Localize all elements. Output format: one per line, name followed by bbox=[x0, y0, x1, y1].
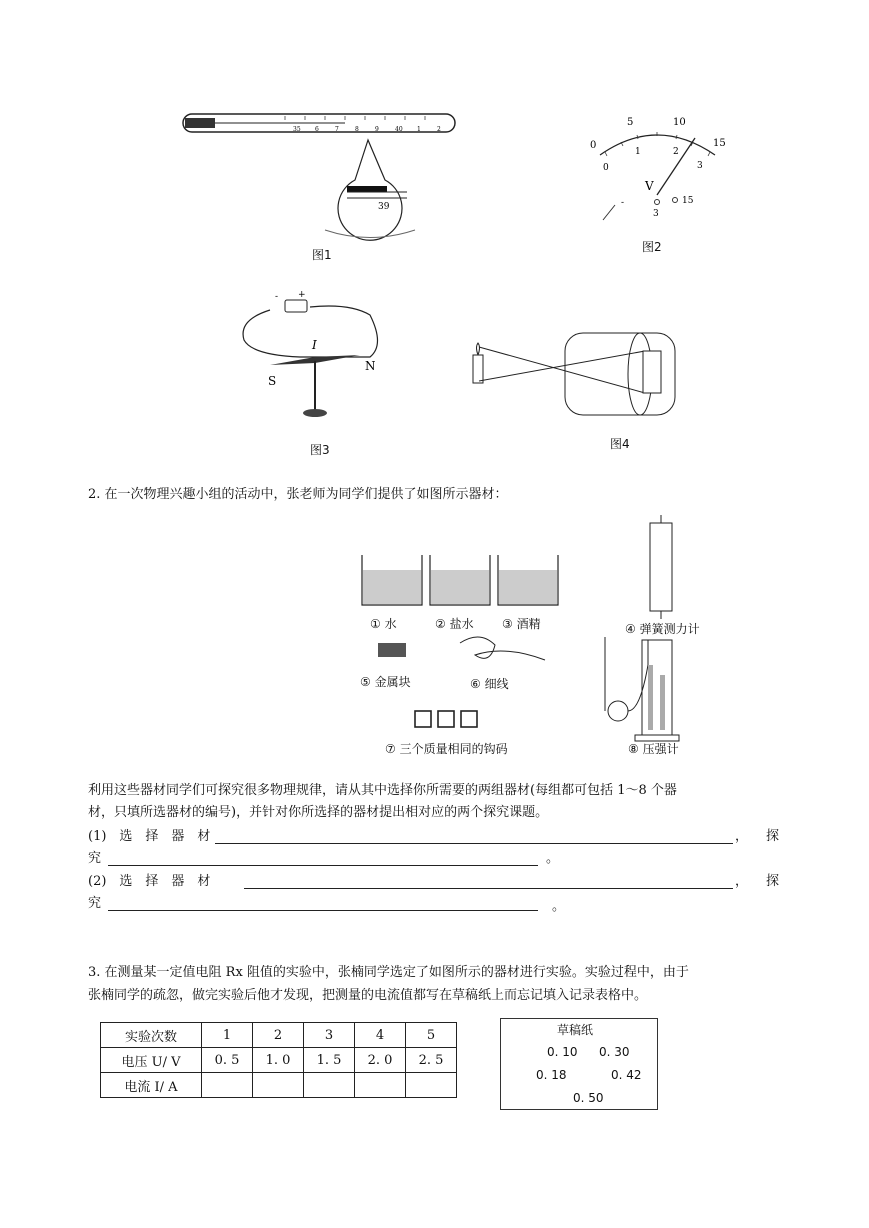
thermo-tick: 35 bbox=[293, 126, 301, 133]
figure-4-caption: 图4 bbox=[610, 437, 630, 451]
voltmeter-drawing bbox=[585, 110, 730, 240]
thermo-zoom-value: 39 bbox=[378, 202, 390, 212]
volt-scale-inner: 1 bbox=[635, 147, 641, 157]
thermo-tick: 7 bbox=[335, 126, 339, 133]
thermo-tick: 6 bbox=[315, 126, 319, 133]
q2-row1-explore-b: 究 bbox=[88, 851, 102, 866]
q2-text-line1: 利用这些器材同学们可探究很多物理规律，请从其中选择你所需要的两组器材(每组都可包括 1～8 个器 bbox=[88, 783, 677, 798]
q2-row2-topic-blank[interactable] bbox=[108, 910, 538, 911]
q3-data-table bbox=[100, 1022, 457, 1098]
q2-row2-equipment-blank[interactable] bbox=[244, 888, 733, 889]
table-cell-blank[interactable] bbox=[202, 1073, 253, 1098]
table-cell: 4 bbox=[355, 1023, 406, 1048]
equipment-label-metal-block: ⑤ 金属块 bbox=[360, 675, 411, 689]
equipment-label-alcohol: ③ 酒精 bbox=[502, 617, 541, 631]
equipment-label-weights: ⑦ 三个质量相同的钩码 bbox=[385, 742, 508, 756]
draft-value: 0. 18 bbox=[536, 1068, 567, 1082]
figure-2-voltmeter bbox=[585, 110, 730, 255]
table-cell: 电流 I/ A bbox=[101, 1073, 202, 1098]
equipment-label-string: ⑥ 细线 bbox=[470, 677, 509, 691]
table-cell-blank[interactable] bbox=[304, 1073, 355, 1098]
q3-text-line2: 张楠同学的疏忽，做完实验后他才发现，把测量的电流值都写在草稿纸上而忘记填入记录表格中。 bbox=[88, 988, 648, 1003]
draft-value: 0. 10 bbox=[547, 1045, 578, 1059]
table-cell: 3 bbox=[304, 1023, 355, 1048]
thermometer-drawing bbox=[175, 100, 465, 245]
q2-row2-comma: ， bbox=[735, 874, 749, 889]
q2-row1-equipment-blank[interactable] bbox=[215, 843, 733, 844]
figure-3-compass-wire bbox=[230, 285, 410, 460]
draft-value: 0. 30 bbox=[599, 1045, 630, 1059]
table-row-header bbox=[101, 1023, 457, 1048]
figure-2-caption: 图2 bbox=[642, 240, 662, 254]
table-cell-blank[interactable] bbox=[406, 1073, 457, 1098]
volt-scale-inner: 0 bbox=[603, 163, 609, 173]
q2-text-line2: 材，只填所选器材的编号)，并针对你所选择的器材提出相对应的两个探究课题。 bbox=[88, 805, 549, 820]
q2-row2-label: (2) 选 择 器 材 bbox=[88, 874, 211, 889]
volt-scale-outer: 0 bbox=[590, 140, 597, 151]
volt-scale-outer: 5 bbox=[627, 117, 634, 128]
q2-row1-topic-blank[interactable] bbox=[108, 865, 538, 866]
table-cell: 实验次数 bbox=[101, 1023, 202, 1048]
figure-4-pinhole-camera bbox=[465, 315, 705, 455]
q2-row1-period: 。 bbox=[546, 851, 560, 866]
q2-row2-explore-b: 究 bbox=[88, 896, 102, 911]
volt-scale-outer: 10 bbox=[673, 117, 686, 128]
equipment-label-saltwater: ② 盐水 bbox=[435, 617, 474, 631]
table-cell-blank[interactable] bbox=[355, 1073, 406, 1098]
equipment-label-spring-scale: ④ 弹簧测力计 bbox=[625, 622, 700, 636]
table-cell: 1. 0 bbox=[253, 1048, 304, 1073]
battery-plus: + bbox=[298, 290, 306, 300]
q2-intro: 2. 在一次物理兴趣小组的活动中，张老师为同学们提供了如图所示器材： bbox=[88, 487, 508, 502]
table-row-current bbox=[101, 1073, 457, 1098]
q2-row1-explore-a: 探 bbox=[766, 829, 780, 844]
table-cell: 2. 0 bbox=[355, 1048, 406, 1073]
figure-1-thermometer bbox=[175, 100, 465, 262]
q2-row2-period: 。 bbox=[552, 899, 566, 914]
compass-wire-drawing bbox=[230, 285, 410, 435]
table-cell: 1. 5 bbox=[304, 1048, 355, 1073]
table-cell: 5 bbox=[406, 1023, 457, 1048]
volt-scale-inner: 3 bbox=[697, 161, 703, 171]
thermo-tick: 40 bbox=[395, 126, 403, 133]
volt-scale-outer: 15 bbox=[713, 138, 726, 149]
battery-minus: - bbox=[275, 292, 279, 302]
volt-terminal-right: 15 bbox=[682, 196, 694, 206]
figure-1-caption: 图1 bbox=[312, 248, 332, 262]
q3-text-line1: 3. 在测量某一定值电阻 Rx 阻值的实验中，张楠同学选定了如图所示的器材进行实验。实验过程中，由于 bbox=[88, 965, 689, 980]
pole-s: S bbox=[268, 374, 277, 388]
volt-terminal-mid: 3 bbox=[653, 209, 659, 219]
equipment-label-water: ① 水 bbox=[370, 617, 397, 631]
draft-value: 0. 42 bbox=[611, 1068, 642, 1082]
draft-title: 草稿纸 bbox=[557, 1023, 594, 1037]
volt-terminal-minus: - bbox=[621, 198, 625, 208]
table-cell-blank[interactable] bbox=[253, 1073, 304, 1098]
q3-draft-paper bbox=[500, 1018, 658, 1110]
table-cell: 0. 5 bbox=[202, 1048, 253, 1073]
table-cell: 1 bbox=[202, 1023, 253, 1048]
current-label: I bbox=[312, 338, 317, 352]
thermo-tick: 8 bbox=[355, 126, 359, 133]
thermo-tick: 9 bbox=[375, 126, 379, 133]
table-row-voltage bbox=[101, 1048, 457, 1073]
volt-unit: V bbox=[645, 179, 654, 193]
table-cell: 2. 5 bbox=[406, 1048, 457, 1073]
figure-3-caption: 图3 bbox=[310, 443, 330, 457]
q2-equipment-figure bbox=[330, 515, 720, 763]
q2-row1-comma: ， bbox=[735, 829, 749, 844]
pole-n: N bbox=[365, 359, 376, 373]
draft-value: 0. 50 bbox=[573, 1091, 604, 1105]
equipment-label-pressure-gauge: ⑧ 压强计 bbox=[628, 742, 679, 756]
q2-row1-label: (1) 选 择 器 材 bbox=[88, 829, 211, 844]
thermo-tick: 2 bbox=[437, 126, 441, 133]
q2-row2-explore-a: 探 bbox=[766, 874, 780, 889]
equipment-drawing bbox=[330, 515, 720, 763]
volt-scale-inner: 2 bbox=[673, 147, 679, 157]
thermo-tick: 1 bbox=[417, 126, 421, 133]
table-cell: 2 bbox=[253, 1023, 304, 1048]
pinhole-camera-drawing bbox=[465, 315, 705, 425]
table-cell: 电压 U/ V bbox=[101, 1048, 202, 1073]
